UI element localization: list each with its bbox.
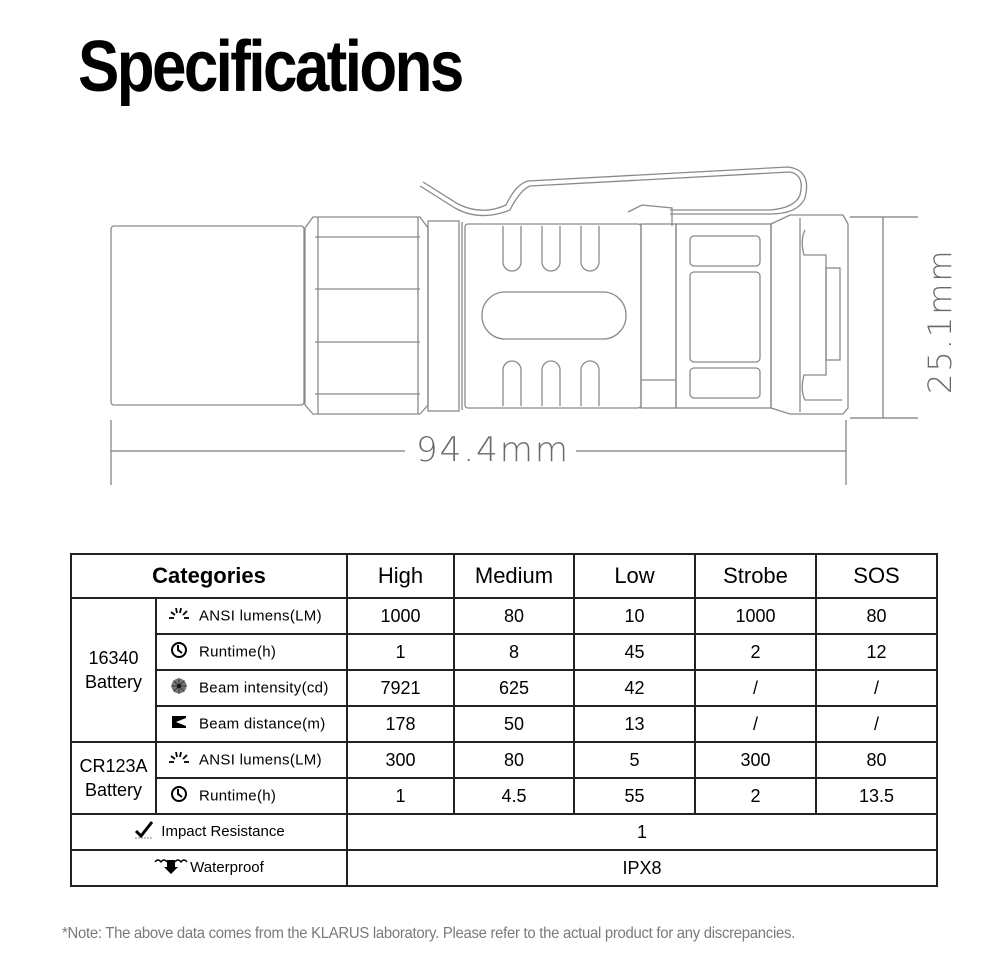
value-cell: / (816, 670, 937, 706)
table-row (71, 706, 937, 742)
value-cell: 55 (574, 778, 695, 814)
impact-icon (133, 821, 155, 843)
value-cell: 8 (454, 634, 574, 670)
metric-cell (156, 634, 347, 670)
metric-label: Runtime(h) (199, 643, 277, 661)
mode-header-high: High (347, 554, 454, 598)
value-cell: 2 (695, 778, 816, 814)
footnote: *Note: The above data comes from the KLARUS laboratory. Please refer to the actual product for any discrepancies. (62, 925, 795, 942)
impact-resistance-label-cell (71, 814, 347, 850)
value-cell: 300 (695, 742, 816, 778)
waterproof-label-cell (71, 850, 347, 886)
value-cell: 1000 (695, 598, 816, 634)
waterproof-icon (154, 857, 188, 879)
lumens-icon (167, 606, 191, 626)
clock-icon (167, 785, 191, 807)
battery-group-cr123a (71, 742, 156, 814)
value-cell: 1 (347, 634, 454, 670)
metric-cell (156, 598, 347, 634)
metric-label: ANSI lumens(LM) (199, 607, 322, 625)
table-row (71, 670, 937, 706)
battery-label: Battery (84, 780, 143, 800)
value-cell: 50 (454, 706, 574, 742)
metric-cell (156, 706, 347, 742)
page-title: Specifications (78, 27, 462, 107)
value-cell: 4.5 (454, 778, 574, 814)
battery-group-16340 (71, 598, 156, 742)
impact-resistance-value: 1 (347, 814, 937, 850)
value-cell: 10 (574, 598, 695, 634)
beam-intensity-icon (167, 677, 191, 699)
table-row (71, 850, 937, 886)
value-cell: 5 (574, 742, 695, 778)
categories-header: Categories (71, 554, 347, 598)
metric-label: ANSI lumens(LM) (199, 751, 322, 769)
waterproof-label: Waterproof (190, 858, 264, 876)
value-cell: 178 (347, 706, 454, 742)
metric-cell (156, 670, 347, 706)
table-header-row (71, 554, 937, 598)
length-dimension-label: 94.4mm (410, 430, 576, 470)
impact-resistance-label: Impact Resistance (161, 822, 285, 840)
value-cell: 2 (695, 634, 816, 670)
diameter-dimension-label: 25.1mm (921, 248, 959, 394)
value-cell: 42 (574, 670, 695, 706)
value-cell: 625 (454, 670, 574, 706)
battery-label: Battery (84, 672, 143, 692)
mode-header-low: Low (574, 554, 695, 598)
value-cell: 13 (574, 706, 695, 742)
metric-cell (156, 778, 347, 814)
table-row (71, 742, 937, 778)
clock-icon (167, 641, 191, 663)
battery-type: CR123A (79, 756, 148, 776)
value-cell: / (816, 706, 937, 742)
specifications-table (70, 553, 938, 887)
battery-type: 16340 (88, 648, 139, 668)
value-cell: 80 (454, 598, 574, 634)
value-cell: / (695, 670, 816, 706)
waterproof-value: IPX8 (347, 850, 937, 886)
value-cell: 13.5 (816, 778, 937, 814)
metric-label: Beam distance(m) (199, 715, 326, 733)
value-cell: 1000 (347, 598, 454, 634)
table-row (71, 634, 937, 670)
value-cell: 300 (347, 742, 454, 778)
metric-label: Beam intensity(cd) (199, 679, 329, 697)
metric-cell (156, 742, 347, 778)
value-cell: 45 (574, 634, 695, 670)
mode-header-sos: SOS (816, 554, 937, 598)
lumens-icon (167, 750, 191, 770)
value-cell: 80 (816, 742, 937, 778)
value-cell: 80 (816, 598, 937, 634)
beam-distance-icon (167, 715, 191, 733)
value-cell: 12 (816, 634, 937, 670)
table-row (71, 598, 937, 634)
table-row (71, 814, 937, 850)
mode-header-strobe: Strobe (695, 554, 816, 598)
metric-label: Runtime(h) (199, 787, 277, 805)
mode-header-medium: Medium (454, 554, 574, 598)
value-cell: 1 (347, 778, 454, 814)
value-cell: / (695, 706, 816, 742)
value-cell: 7921 (347, 670, 454, 706)
table-row (71, 778, 937, 814)
value-cell: 80 (454, 742, 574, 778)
